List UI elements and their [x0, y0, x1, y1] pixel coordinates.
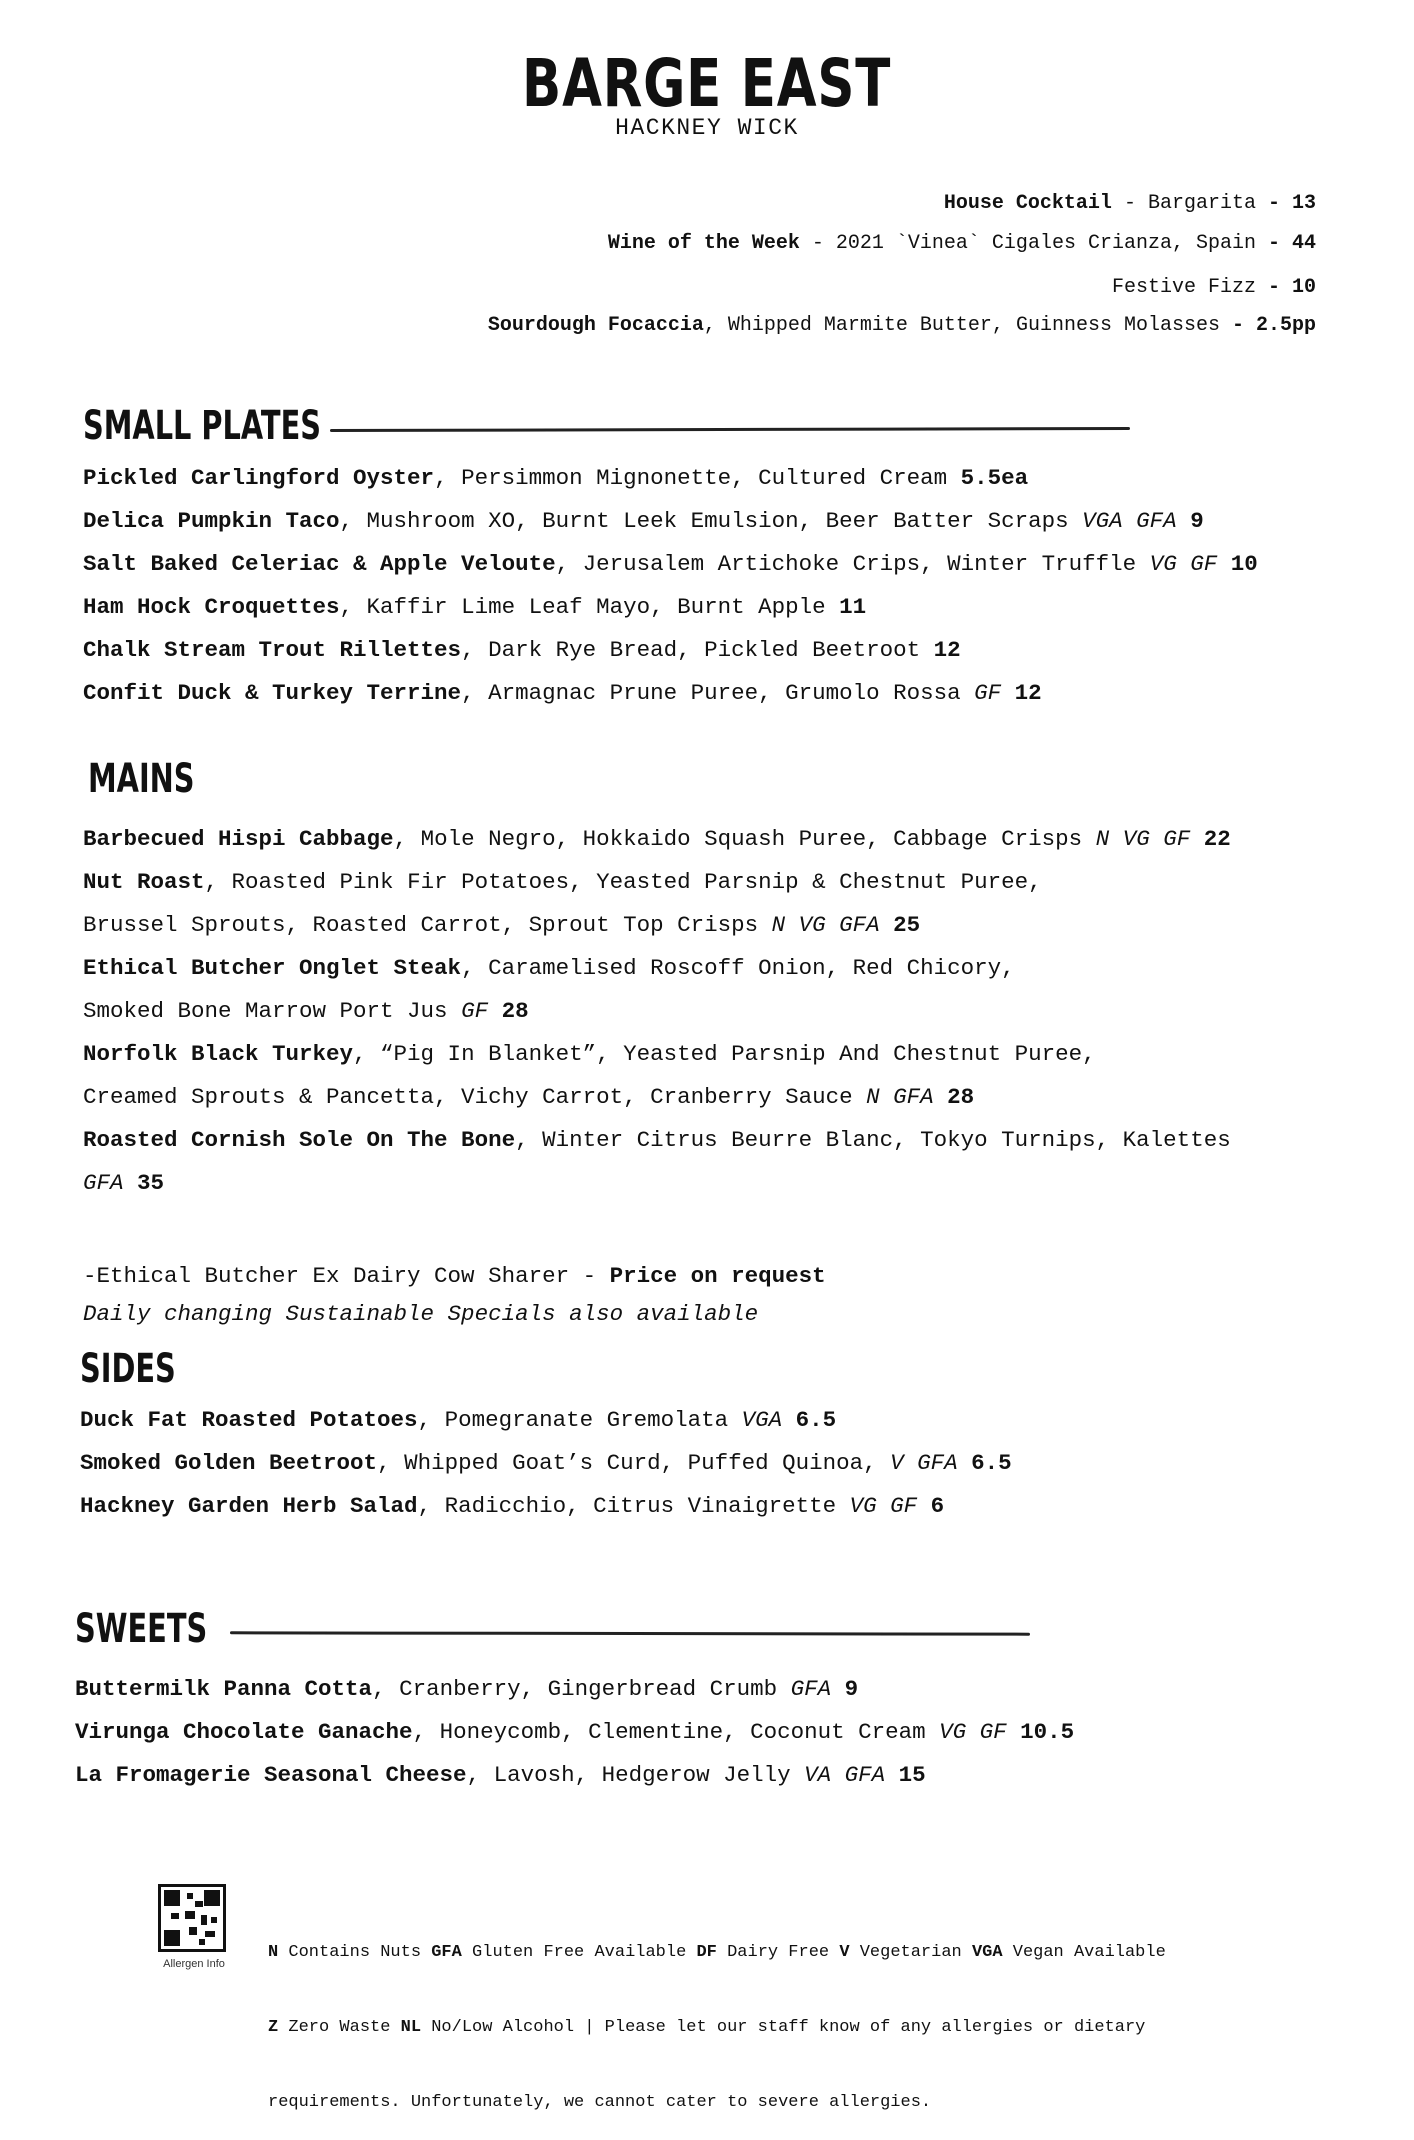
legend-value: Zero Waste: [278, 2018, 401, 2037]
legend-value: No/Low Alcohol | Please let our staff know of any allergies or dietary: [421, 2018, 1146, 2037]
section-heading: SMALL PLATES: [83, 403, 321, 449]
item-name: Confit Duck & Turkey Terrine: [83, 680, 462, 706]
item-price: 12: [933, 637, 961, 663]
item-price: 35: [123, 1170, 165, 1196]
drink-price: - 13: [1255, 192, 1316, 215]
item-desc: , Honeycomb, Clementine, Coconut Cream: [412, 1719, 940, 1745]
item-diet: VG GF: [1149, 551, 1218, 577]
qr-module: [205, 1931, 215, 1937]
item-name: Nut Roast: [83, 869, 205, 895]
item-price: 28: [933, 1084, 975, 1110]
item-desc: , Roasted Pink Fir Potatoes, Yeasted Parsnip & Chestnut Puree,: [204, 869, 1042, 895]
item-diet: VGA: [741, 1407, 783, 1433]
sharer-note: [83, 1257, 826, 1295]
item-price: 15: [885, 1762, 926, 1788]
menu-item: [83, 500, 1258, 543]
item-price: 5.5ea: [960, 465, 1029, 491]
item-diet: VG GF: [939, 1719, 1007, 1745]
legend-value: Contains Nuts: [278, 1943, 432, 1962]
qr-module: [171, 1913, 179, 1919]
menu-item: [75, 1711, 1074, 1754]
item-name: Chalk Stream Trout Rillettes: [83, 637, 462, 663]
qr-finder: [204, 1890, 220, 1906]
item-name: Pickled Carlingford Oyster: [83, 465, 435, 491]
sharer-price: Price on request: [609, 1263, 826, 1289]
item-diet: GFA: [790, 1676, 832, 1702]
qr-module: [189, 1927, 197, 1935]
qr-module: [187, 1893, 193, 1899]
specials-text: Daily changing Sustainable Specials also available: [83, 1301, 759, 1327]
drink-sep: -: [1111, 192, 1148, 215]
legend-line: requirements. Unfortunately, we cannot cater to severe allergies.: [268, 2093, 932, 2112]
mains-notes: [83, 1257, 826, 1333]
item-desc: , Kaffir Lime Leaf Mayo, Burnt Apple: [339, 594, 840, 620]
mains-list: [83, 818, 1231, 1205]
item-diet: GFA: [83, 1170, 124, 1196]
item-desc: Creamed Sprouts & Pancetta, Vichy Carrot, Cranberry Sauce: [83, 1084, 867, 1110]
item-desc: Brussel Sprouts, Roasted Carrot, Sprout Top Crisps: [83, 912, 772, 938]
drinks-list: [488, 194, 1316, 356]
drink-desc: 2021 `Vinea` Cigales Crianza, Spain: [835, 232, 1256, 255]
item-name: Ham Hock Croquettes: [83, 594, 340, 620]
legend-key: VGA: [971, 1943, 1003, 1962]
item-desc: , Dark Rye Bread, Pickled Beetroot: [461, 637, 934, 663]
legend-value: Vegan Available: [1002, 1943, 1166, 1962]
menu-item: [83, 629, 1258, 672]
qr-module: [211, 1917, 217, 1923]
legend-key: V: [839, 1943, 850, 1962]
qr-module: [195, 1901, 203, 1907]
item-price: 25: [879, 912, 921, 938]
menu-item: [83, 672, 1258, 715]
menu-item: [83, 861, 1231, 904]
legend-key: NL: [400, 2018, 422, 2037]
restaurant-name: BARGE EAST: [522, 45, 892, 122]
mains-section: [88, 755, 236, 803]
menu-item-continued: [83, 1076, 1231, 1119]
item-price: 6.5: [957, 1450, 1012, 1476]
menu-item: [75, 1754, 1074, 1797]
drink-name: Wine of the Week: [607, 232, 800, 255]
item-diet: VGA GFA: [1082, 508, 1177, 534]
item-price: 11: [839, 594, 867, 620]
drink-desc: Festive Fizz: [1111, 276, 1256, 299]
item-name: Ethical Butcher Onglet Steak: [83, 955, 462, 981]
drink-name: House Cocktail: [943, 192, 1112, 215]
drink-sep: ,: [703, 314, 728, 337]
qr-module: [185, 1911, 195, 1919]
item-name: Delica Pumpkin Taco: [83, 508, 340, 534]
specials-note: [83, 1295, 826, 1333]
item-desc: , Winter Citrus Beurre Blanc, Tokyo Turnips, Kalettes: [515, 1127, 1231, 1153]
item-name: Salt Baked Celeriac & Apple Veloute: [83, 551, 556, 577]
legend-value: Dairy Free: [716, 1943, 840, 1962]
item-desc: , Cranberry, Gingerbread Crumb: [372, 1676, 791, 1702]
item-price: 12: [1001, 680, 1042, 706]
drink-item: [488, 278, 1316, 298]
brand-header: [0, 45, 1414, 141]
small-plates-list: [83, 457, 1258, 715]
menu-item: [83, 818, 1231, 861]
item-name: Smoked Golden Beetroot: [80, 1450, 378, 1476]
legend-line: [268, 1940, 1166, 1965]
small-plates-section: [83, 402, 414, 450]
sweets-section: [75, 1605, 259, 1653]
item-price: 6: [917, 1493, 945, 1519]
menu-item: [80, 1485, 1012, 1528]
menu-item: [75, 1668, 1074, 1711]
menu-item: [83, 1119, 1231, 1162]
item-desc: , Radicchio, Citrus Vinaigrette: [417, 1493, 850, 1519]
qr-finder: [164, 1890, 180, 1906]
item-desc: , Lavosh, Hedgerow Jelly: [466, 1762, 805, 1788]
item-name: Barbecued Hispi Cabbage: [83, 826, 394, 852]
qr-module: [201, 1915, 207, 1925]
item-diet: N GFA: [866, 1084, 934, 1110]
section-divider: [230, 1631, 1030, 1635]
menu-item: [83, 1033, 1231, 1076]
sweets-list: [75, 1668, 1074, 1797]
menu-item: [83, 947, 1231, 990]
item-price: 9: [831, 1676, 859, 1702]
item-diet: VA GFA: [804, 1762, 886, 1788]
drink-item: [488, 234, 1316, 254]
item-diet: V GFA: [890, 1450, 958, 1476]
qr-label: Allergen Info: [163, 1958, 225, 1970]
sides-section: [80, 1345, 213, 1393]
sharer-text: -Ethical Butcher Ex Dairy Cow Sharer -: [83, 1263, 610, 1289]
legend-key: N: [268, 1943, 279, 1962]
drink-price: - 10: [1255, 276, 1316, 299]
drink-item: [488, 316, 1316, 336]
item-name: Roasted Cornish Sole On The Bone: [83, 1127, 516, 1153]
legend-key: DF: [696, 1943, 717, 1962]
item-price: 6.5: [782, 1407, 837, 1433]
item-price: 28: [488, 998, 529, 1024]
item-price: 9: [1176, 508, 1204, 534]
item-desc: , Persimmon Mignonette, Cultured Cream: [434, 465, 961, 491]
legend-key: Z: [268, 2018, 279, 2037]
item-desc: , Mushroom XO, Burnt Leek Emulsion, Beer Batter Scraps: [339, 508, 1083, 534]
drink-desc: Bargarita: [1147, 192, 1256, 215]
item-price: 10.5: [1006, 1719, 1075, 1745]
legend-key: GFA: [431, 1943, 462, 1962]
drink-sep: -: [799, 232, 836, 255]
item-desc: Smoked Bone Marrow Port Jus: [83, 998, 462, 1024]
item-desc: , Jerusalem Artichoke Crips, Winter Truffle: [555, 551, 1150, 577]
drink-name: Sourdough Focaccia: [487, 314, 704, 337]
item-name: Virunga Chocolate Ganache: [75, 1719, 413, 1745]
sides-list: [80, 1399, 1012, 1528]
item-desc: , Whipped Goat’s Curd, Puffed Quinoa,: [377, 1450, 891, 1476]
item-diet: GF: [974, 680, 1002, 706]
menu-item-continued: [83, 990, 1231, 1033]
item-desc: , Mole Negro, Hokkaido Squash Puree, Cabbage Crisps: [393, 826, 1096, 852]
drink-item: [488, 194, 1316, 214]
menu-item-continued: [83, 1162, 1231, 1205]
item-diet: GF: [461, 998, 489, 1024]
allergen-legend: [268, 1890, 1166, 2140]
item-name: Norfolk Black Turkey: [83, 1041, 354, 1067]
item-name: Hackney Garden Herb Salad: [80, 1493, 418, 1519]
item-name: Duck Fat Roasted Potatoes: [80, 1407, 418, 1433]
item-name: La Fromagerie Seasonal Cheese: [75, 1762, 467, 1788]
legend-value: Gluten Free Available: [461, 1943, 697, 1962]
qr-code[interactable]: [158, 1884, 226, 1952]
item-diet: N VG GFA: [771, 912, 880, 938]
section-heading: SWEETS: [75, 1606, 208, 1652]
menu-item: [80, 1442, 1012, 1485]
item-price: 10: [1217, 551, 1258, 577]
menu-item-continued: [83, 904, 1231, 947]
drink-price: - 2.5pp: [1219, 314, 1316, 337]
qr-finder: [164, 1930, 180, 1946]
item-desc: , Armagnac Prune Puree, Grumolo Rossa: [461, 680, 975, 706]
legend-value: Vegetarian: [849, 1943, 972, 1962]
section-heading: SIDES: [80, 1346, 176, 1392]
item-desc: , Caramelised Roscoff Onion, Red Chicory,: [461, 955, 1015, 981]
section-divider: [330, 427, 1130, 432]
menu-item: [80, 1399, 1012, 1442]
legend-line: [268, 2015, 1166, 2040]
menu-item: [83, 457, 1258, 500]
qr-module: [199, 1939, 205, 1945]
item-desc: , “Pig In Blanket”, Yeasted Parsnip And Chestnut Puree,: [353, 1041, 1096, 1067]
item-name: Buttermilk Panna Cotta: [75, 1676, 373, 1702]
item-desc: , Pomegranate Gremolata: [417, 1407, 742, 1433]
section-heading: MAINS: [88, 756, 195, 802]
drink-price: - 44: [1255, 232, 1316, 255]
restaurant-location: HACKNEY WICK: [615, 115, 799, 141]
item-diet: VG GF: [849, 1493, 918, 1519]
menu-item: [83, 543, 1258, 586]
menu-item: [83, 586, 1258, 629]
item-diet: N VG GF: [1095, 826, 1191, 852]
item-price: 22: [1190, 826, 1231, 852]
drink-desc: Whipped Marmite Butter, Guinness Molasses: [727, 314, 1220, 337]
